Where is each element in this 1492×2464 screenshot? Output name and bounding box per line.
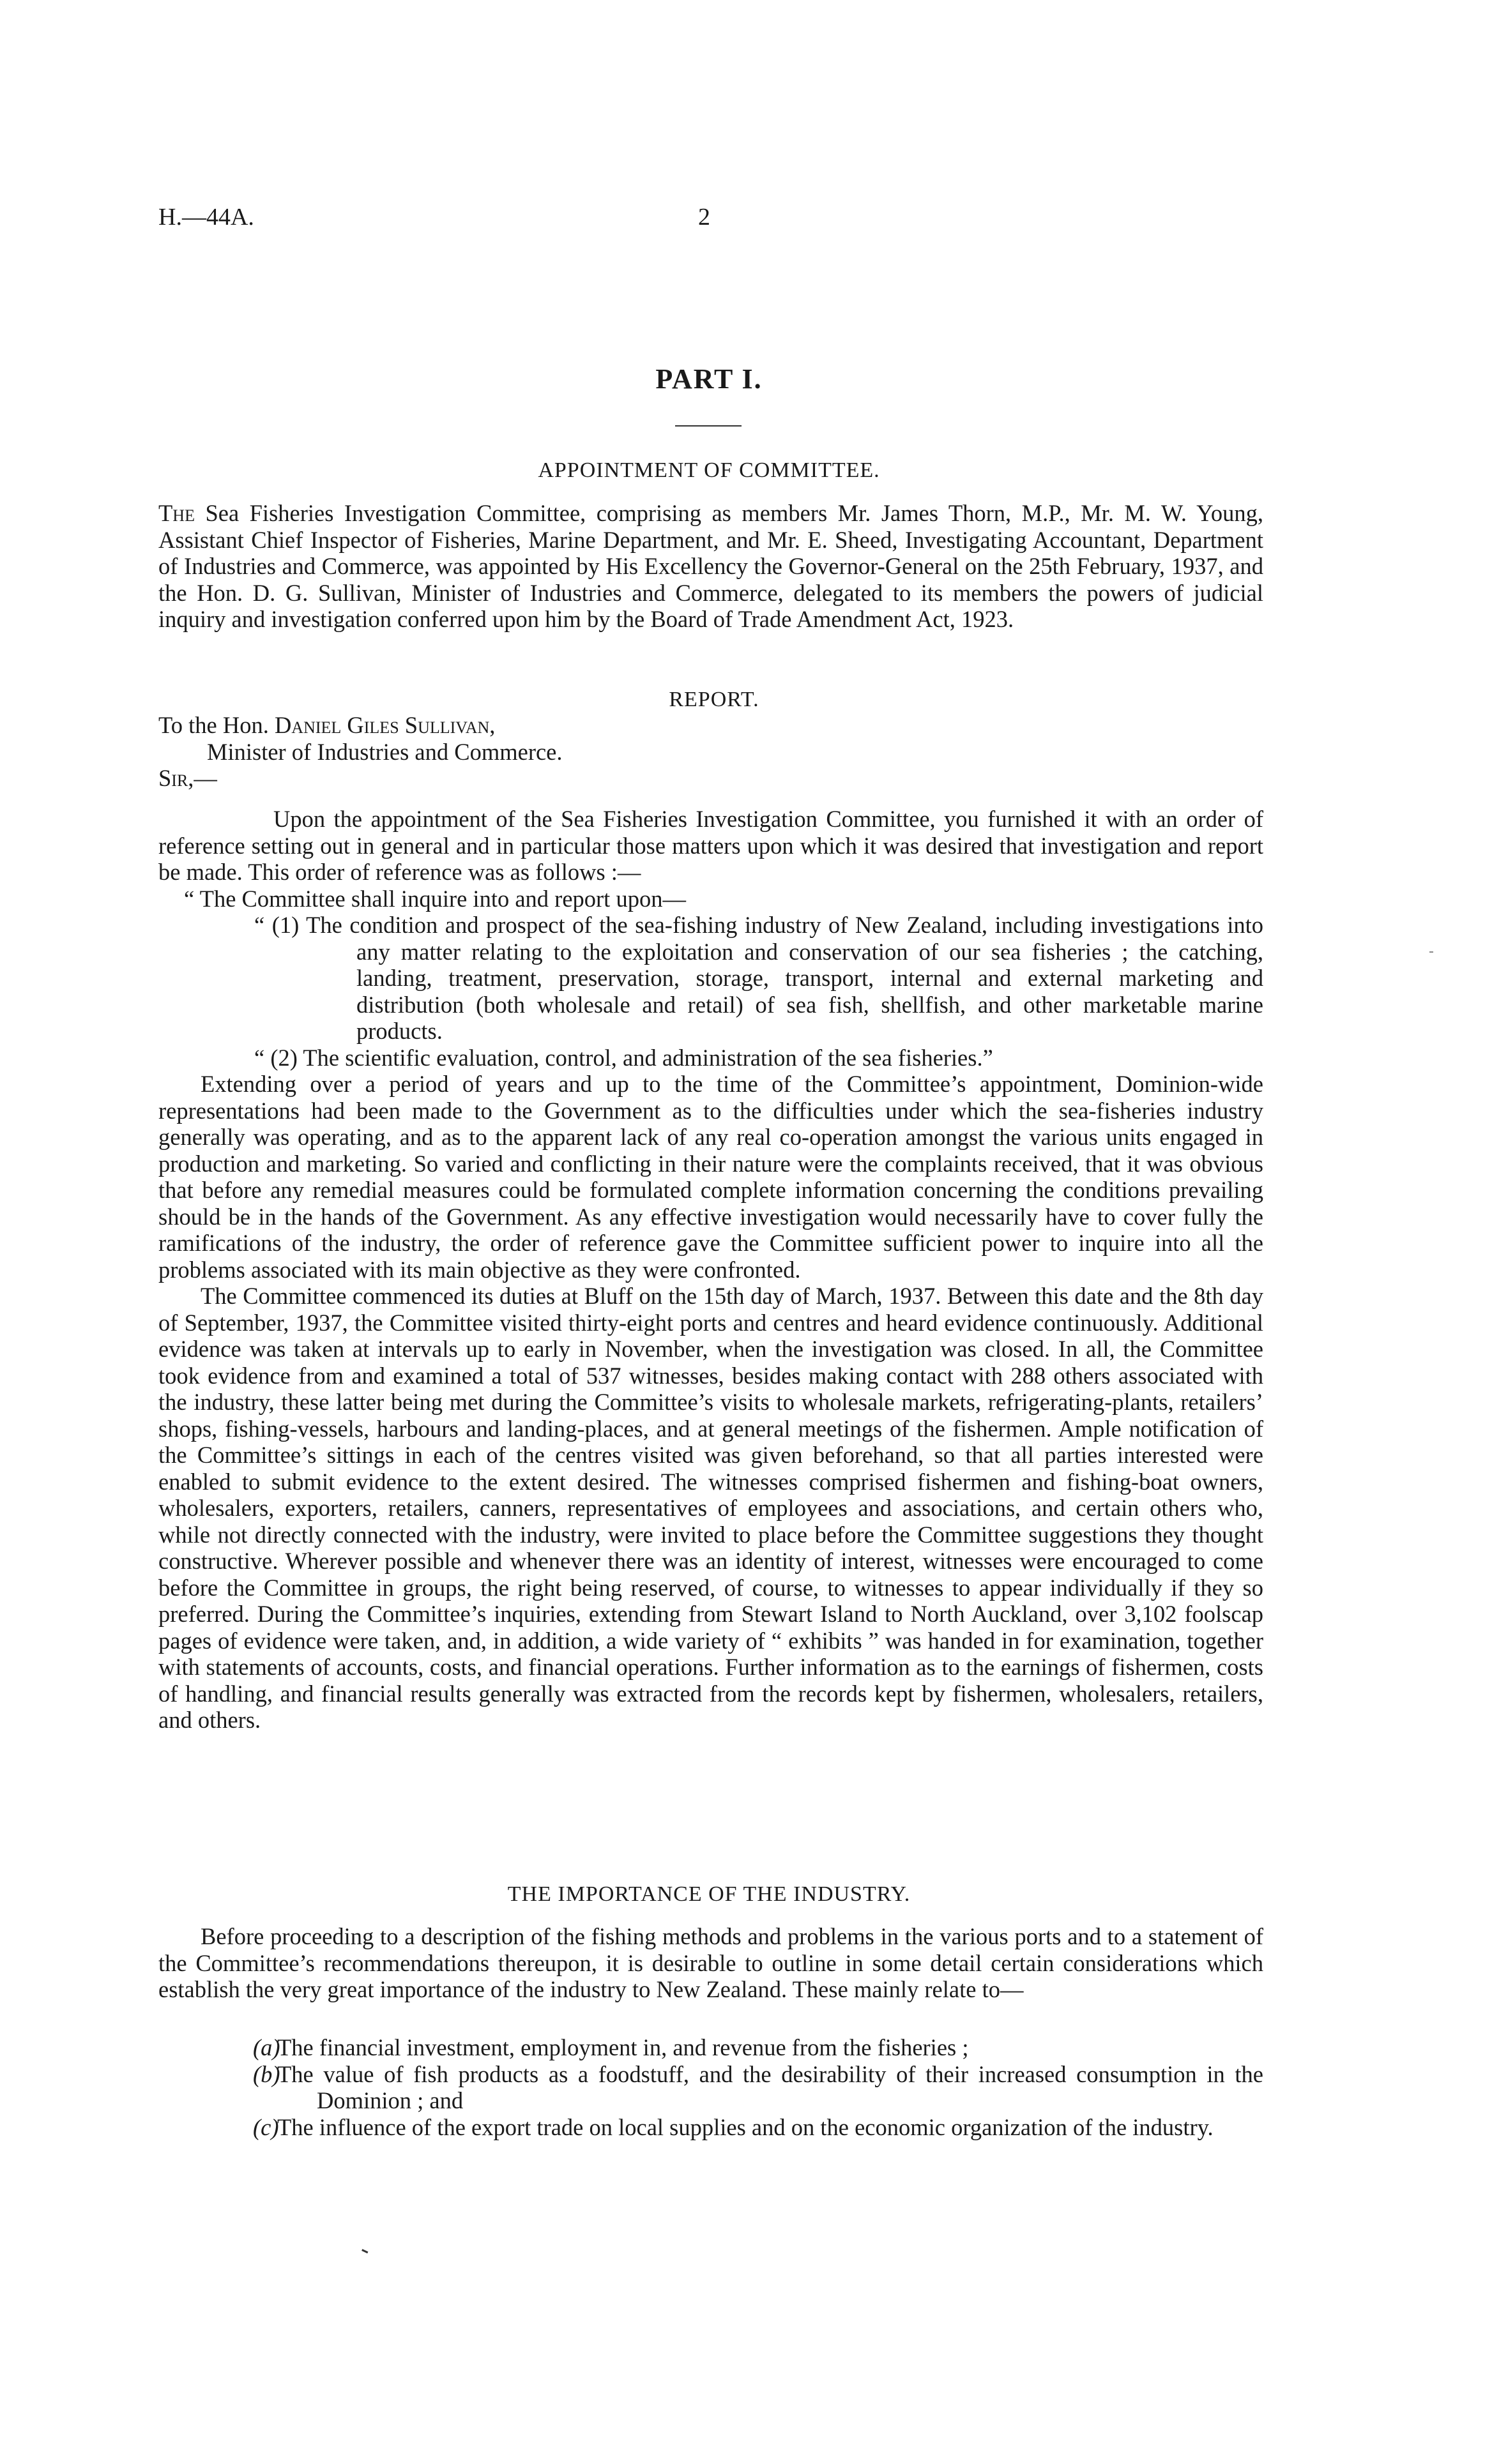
ink-mark (1429, 951, 1433, 953)
list-item-b (253, 2061, 1263, 2114)
part-title: PART I. (655, 363, 763, 395)
importance-paragraph: Before proceeding to a description of the fishing methods and problems in the various ports and to a statement of the Committee’s recommendations thereupon, it is desirable to outline in some detail certain considerations which establish the very great importance of the industry to New Zealand. These mainly relate to— (158, 1923, 1263, 2002)
report-paragraph-3: The Committee commenced its duties at Bluff on the 15th day of March, 1937. Between this date and the 8th day of September, 1937, the Committee visited thirty-eight ports and centres and heard evidence continuously. Additional evidence was taken at intervals up to early in November, when the investigation was closed. In all, the Committee took evidence from and examined a total of 537 witnesses, besides making contact with 288 others associated with the industry, these latter being met during the Committee’s visits to wholesale markets, refrigerating-plants, retailers’ shops, fishing-vessels, harbours and landing-places, and at general meetings of the fishermen. Ample notification of the Committee’s sittings in each of the centres visited was given beforehand, so that all parties interested were enabled to submit evidence to the extent desired. The witnesses comprised fishermen and fishing-boat owners, wholesalers, exporters, retailers, canners, representatives of employees and associations, and certain others who, while not directly connected with the industry, were invited to place before the Committee suggestions they thought constructive. Wherever possible and whenever there was an identity of interest, witnesses were encouraged to come before the Committee in groups, the right being reserved, of course, to witnesses to appear individually if they so preferred. During the Committee’s inquiries, extending from Stewart Island to North Auckland, over 3,102 foolscap pages of evidence were taken, and, in addition, a wide variety of “ exhibits ” was handed in for examination, together with statements of accounts, costs, and financial operations. Further information as to the earnings of fishermen, costs of handling, and financial results generally was extracted from the records kept by fishermen, wholesalers, retailers, and others. (158, 1283, 1263, 1733)
addressee-name: Daniel Giles Sullivan, (274, 712, 496, 738)
list-item-a (253, 2034, 1263, 2061)
appointment-heading: APPOINTMENT OF COMMITTEE. (538, 458, 880, 482)
appointment-paragraph (158, 500, 1263, 633)
list-item-text: The influence of the export trade on local supplies and on the economic organization of the industry. (277, 2113, 1214, 2140)
list-marker: (b) (253, 2060, 280, 2087)
appointment-text: Sea Fisheries Investigation Committee, comprising as members Mr. James Thorn, M.P., Mr. M. W. Young, Assistant Chief Inspector of Fisheries, Marine Department, and Mr. E. Sheed, Investigating Accountant, Department of Industries and Commerce, was appointed by His Excellency the Governor-General on the 25th February, 1937, and the Hon. D. G. Sullivan, Minister of Industries and Commerce, delegated to its members the powers of judicial inquiry and investigation conferred upon him by the Board of Trade Amendment Act, 1923. (158, 500, 1263, 632)
quote-intro: “ The Committee shall inquire into and report upon— (184, 885, 686, 912)
report-heading: REPORT. (669, 688, 759, 711)
lead-word: The (158, 500, 195, 526)
list-item-text: The financial investment, employment in, and revenue from the fisheries ; (277, 2034, 969, 2060)
to-line: To the Hon. (158, 712, 269, 738)
importance-list (253, 2034, 1263, 2140)
importance-intro (158, 1923, 1263, 2003)
report-paragraph-2: Extending over a period of years and up to the time of the Committee’s appointment, Dominion-wide representations had been made to the Government as to the difficulties under which the sea-fisheries industry generally was operating, and as to the apparent lack of any real co-operation amongst the various units engaged in production and marketing. So varied and conflicting in their nature were the complaints received, that it was obvious that before any remedial measures could be formulated complete information concerning the conditions prevailing should be in the hands of the Government. As any effective investigation would necessarily have to cover fully the ramifications of the industry, the order of reference gave the Committee sufficient power to inquire into all the problems associated with its main objective as they were confronted. (158, 1071, 1263, 1283)
document-reference: H.—44A. (158, 204, 254, 231)
list-item-text: The value of fish products as a foodstuff, and the desirability of their increased consumption in the Dominion ; and (277, 2060, 1263, 2113)
page-number: 2 (698, 204, 710, 231)
report-paragraph-1: Upon the appointment of the Sea Fisheries Investigation Committee, you furnished it with an order of reference setting out in general and in particular those matters upon which it was desired that investigation and report be made. This order of reference was as follows :— (158, 806, 1263, 885)
addressee-block (158, 712, 563, 792)
ink-mark (360, 2249, 369, 2256)
minister-line: Minister of Industries and Commerce. (207, 738, 563, 765)
title-divider (675, 425, 742, 427)
quote-item-2: “ (2) The scientific evaluation, control, and administration of the sea fisheries.” (254, 1044, 993, 1071)
importance-heading: THE IMPORTANCE OF THE INDUSTRY. (507, 1882, 911, 1906)
report-body (158, 806, 1263, 1734)
list-marker: (c) (253, 2113, 279, 2140)
quote-item-1: “ (1) The condition and prospect of the sea-fishing industry of New Zealand, including investigations into any matter relating to the exploitation and conservation of our sea fisheries ; the catching, landing, treatment, preservation, storage, transport, internal and external marketing and distribution (both wholesale and retail) of sea fish, shellfish, and other marketable marine products. (254, 912, 1263, 1044)
list-marker: (a) (253, 2034, 280, 2060)
salutation: Sir,— (158, 765, 217, 791)
page-header (158, 203, 1263, 241)
list-item-c (253, 2114, 1263, 2141)
